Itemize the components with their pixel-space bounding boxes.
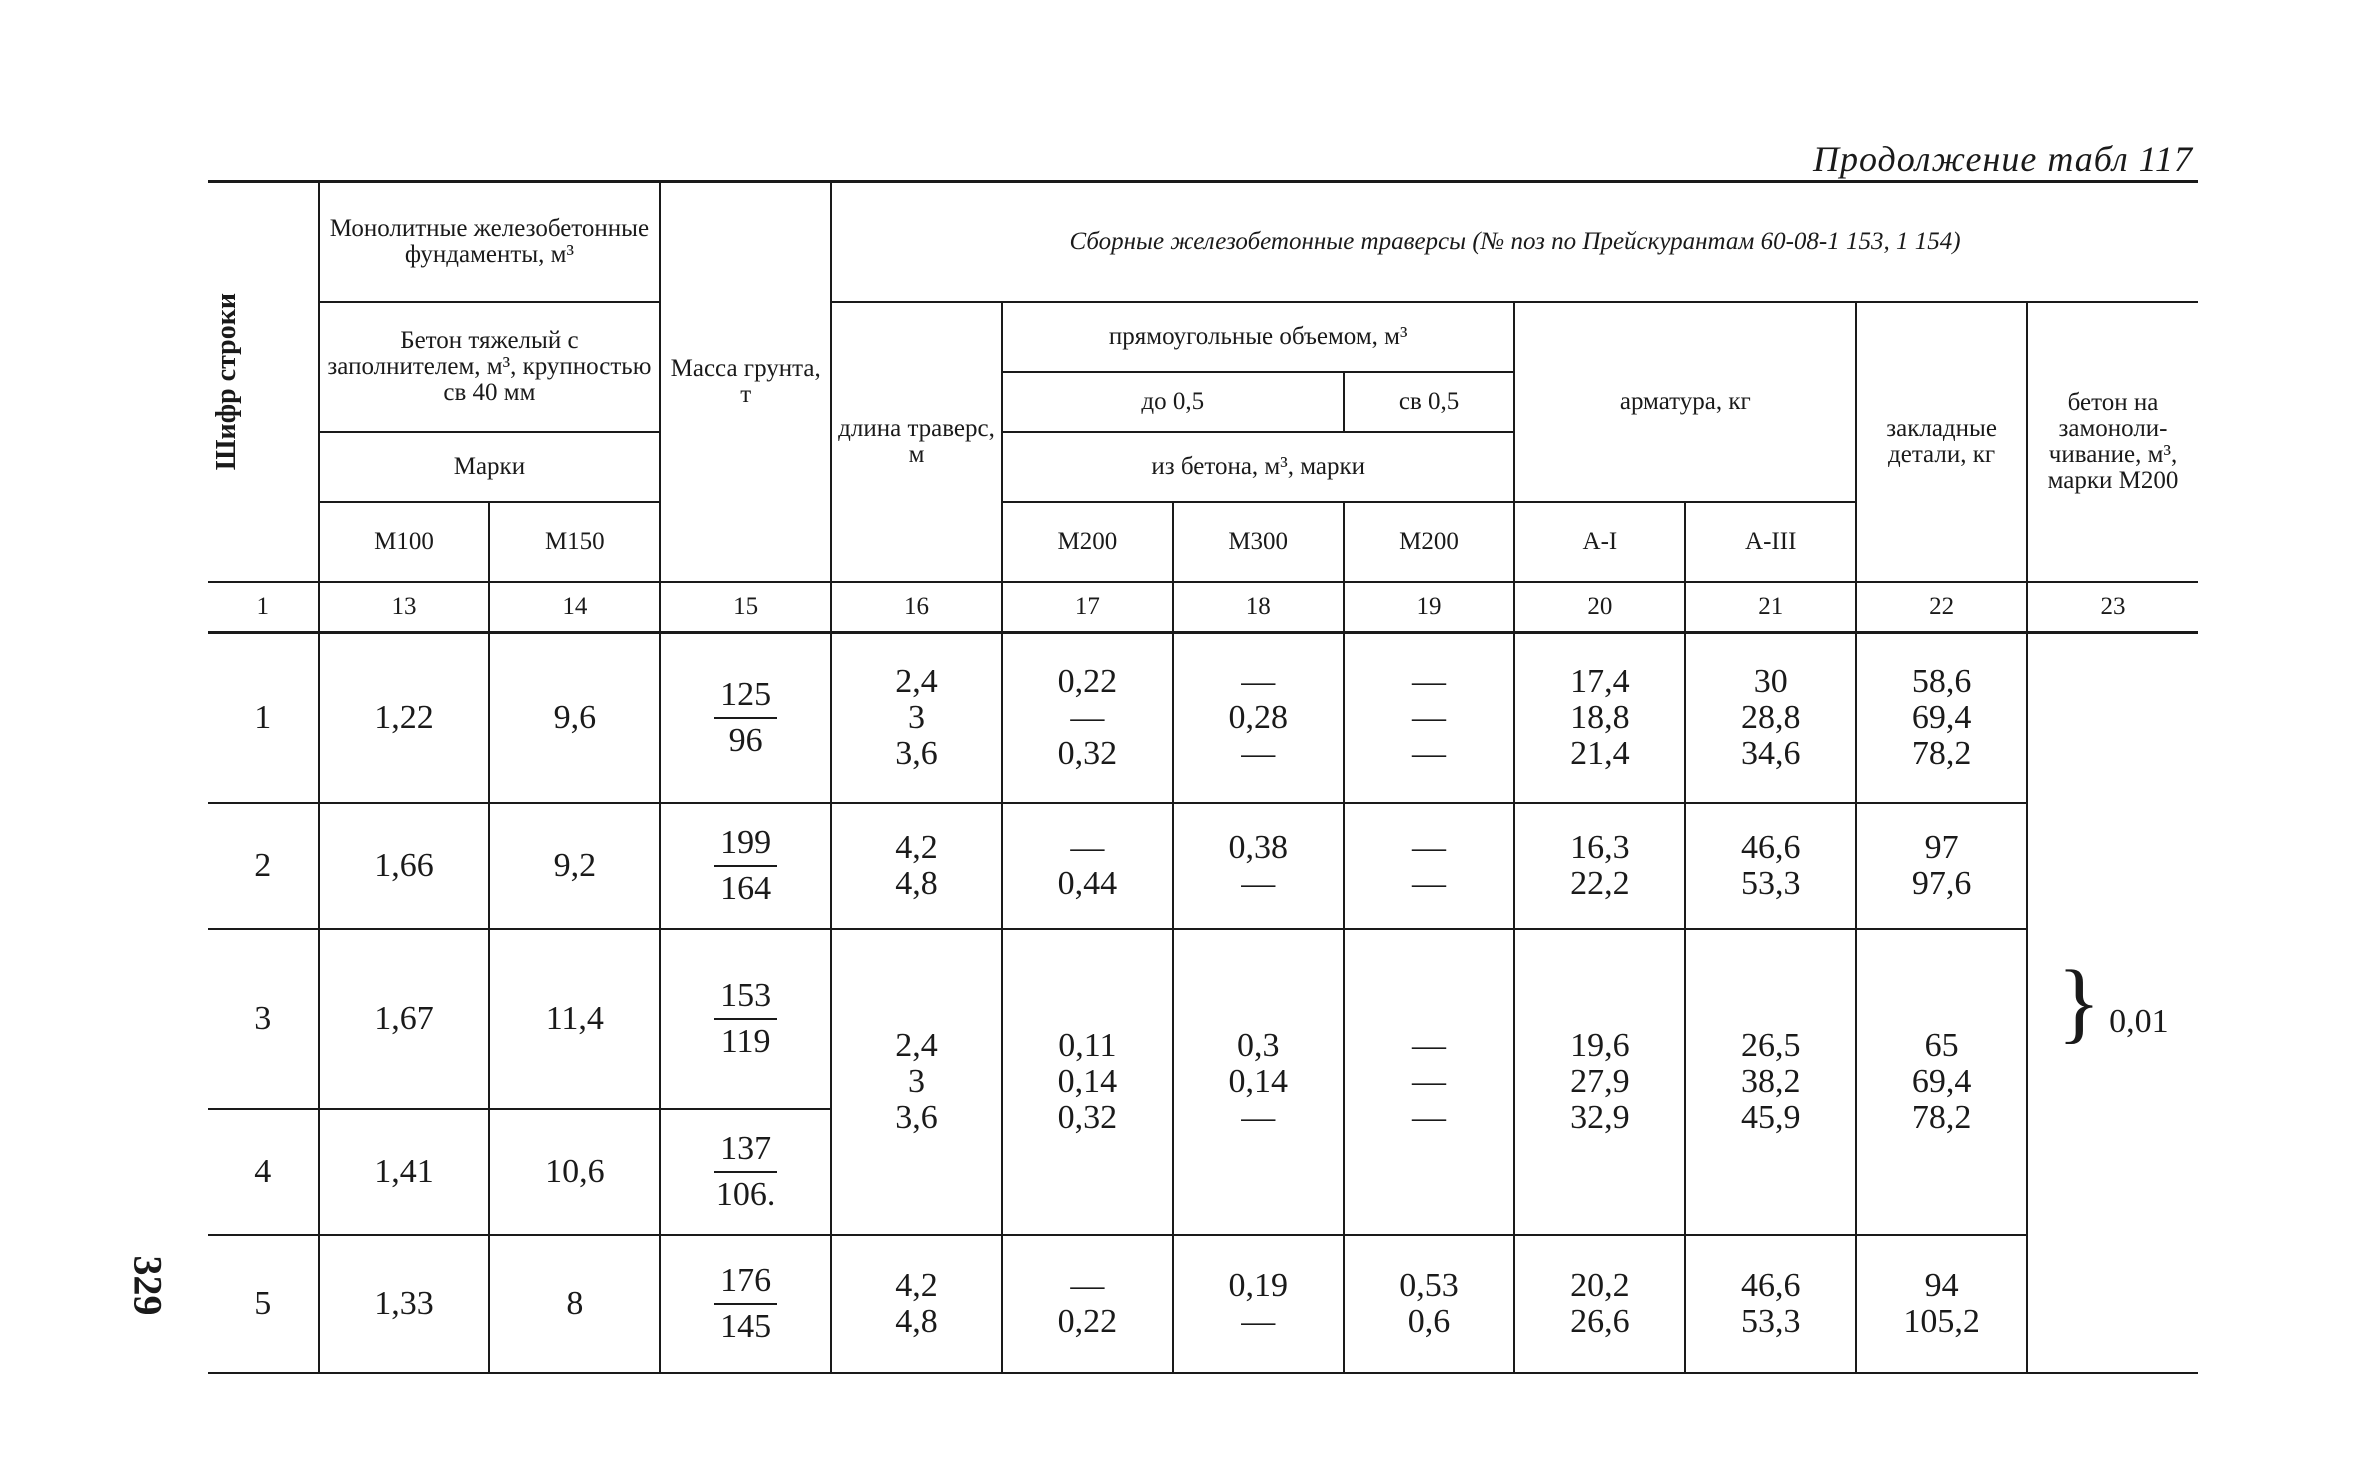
- soil-denominator: 145: [720, 1308, 772, 1345]
- cell-m150: 9,6: [489, 633, 660, 804]
- header-rebar: арматура, кг: [1514, 302, 1856, 502]
- header-grouting: бетон на замоноли-чивание, м³, марки М200: [2027, 302, 2198, 582]
- cell-soil-mass: [660, 929, 831, 1109]
- header-over05: св 0,5: [1344, 372, 1515, 432]
- cell-embedded: 65 69,4 78,2: [1856, 929, 2027, 1235]
- cell-soil-mass: [660, 1235, 831, 1373]
- cell-m200a: 0,11 0,14 0,32: [1002, 929, 1173, 1235]
- cell-length: 2,4 3 3,6: [831, 929, 1002, 1235]
- cell-m200b: — — —: [1344, 633, 1515, 804]
- data-table: [208, 180, 2198, 1374]
- header-embedded: закладные детали, кг: [1856, 302, 2027, 582]
- header-from-concrete: из бетона, м³, марки: [1002, 432, 1515, 502]
- colnum-1: 1: [208, 582, 319, 633]
- cell-m300: 0,38 —: [1173, 803, 1344, 929]
- header-m150: М150: [489, 502, 660, 582]
- column-number-row: [208, 582, 2198, 633]
- cell-a3: 30 28,8 34,6: [1685, 633, 1856, 804]
- table-row: [208, 929, 2198, 1109]
- soil-denominator: 119: [720, 1023, 771, 1060]
- header-monolithic: Монолитные железобетонные фундаменты, м³: [319, 182, 661, 303]
- cell-m100: 1,41: [319, 1109, 490, 1235]
- header-row-code: Шифр строки: [208, 182, 319, 583]
- cell-a1: 19,6 27,9 32,9: [1514, 929, 1685, 1235]
- cell-m200a: 0,22 — 0,32: [1002, 633, 1173, 804]
- cell-m150: 11,4: [489, 929, 660, 1109]
- cell-m200b: — — —: [1344, 929, 1515, 1235]
- cell-m300: 0,19 —: [1173, 1235, 1344, 1373]
- header-concrete-heavy: Бетон тяжелый с заполнителем, м³, крупностью св 40 мм: [319, 302, 661, 432]
- cell-m150: 10,6: [489, 1109, 660, 1235]
- colnum-23: 23: [2027, 582, 2198, 633]
- header-m100: М100: [319, 502, 490, 582]
- cell-a3: 26,5 38,2 45,9: [1685, 929, 1856, 1235]
- cell-m100: 1,22: [319, 633, 490, 804]
- soil-denominator: 106.: [715, 1176, 776, 1213]
- colnum-13: 13: [319, 582, 490, 633]
- cell-a1: 20,2 26,6: [1514, 1235, 1685, 1373]
- colnum-22: 22: [1856, 582, 2027, 633]
- row-code: 1: [208, 633, 319, 804]
- cell-length: 2,4 3 3,6: [831, 633, 1002, 804]
- cell-soil-mass: [660, 803, 831, 929]
- header-grades: Марки: [319, 432, 661, 502]
- colnum-20: 20: [1514, 582, 1685, 633]
- header-a3: А-III: [1685, 502, 1856, 582]
- table-row: [208, 1235, 2198, 1373]
- row-code: 4: [208, 1109, 319, 1235]
- header-m300: М300: [1173, 502, 1344, 582]
- header-upto05: до 0,5: [1002, 372, 1344, 432]
- cell-a3: 46,6 53,3: [1685, 1235, 1856, 1373]
- soil-numerator: 125: [714, 673, 777, 719]
- header-length: длина траверс, м: [831, 302, 1002, 582]
- cell-m100: 1,67: [319, 929, 490, 1109]
- cell-m150: 9,2: [489, 803, 660, 929]
- cell-m150: 8: [489, 1235, 660, 1373]
- header-prefab: Сборные железобетонные траверсы (№ поз по Прейскурантам 60-08-1 153, 1 154): [831, 182, 2198, 303]
- cell-m300: 0,3 0,14 —: [1173, 929, 1344, 1235]
- grouting-value: 0,01: [2109, 1003, 2169, 1040]
- cell-soil-mass: [660, 633, 831, 804]
- cell-a1: 16,3 22,2: [1514, 803, 1685, 929]
- cell-length: 4,2 4,8: [831, 1235, 1002, 1373]
- cell-length: 4,2 4,8: [831, 803, 1002, 929]
- header-soil-mass: Масса грунта, т: [660, 182, 831, 583]
- soil-numerator: 199: [714, 821, 777, 867]
- cell-embedded: 58,6 69,4 78,2: [1856, 633, 2027, 804]
- soil-numerator: 153: [714, 974, 777, 1020]
- cell-m200a: — 0,22: [1002, 1235, 1173, 1373]
- colnum-16: 16: [831, 582, 1002, 633]
- colnum-17: 17: [1002, 582, 1173, 633]
- table-row: [208, 803, 2198, 929]
- colnum-14: 14: [489, 582, 660, 633]
- row-code: 2: [208, 803, 319, 929]
- cell-a1: 17,4 18,8 21,4: [1514, 633, 1685, 804]
- header-m200a: М200: [1002, 502, 1173, 582]
- cell-m200b: — —: [1344, 803, 1515, 929]
- header-a1: А-I: [1514, 502, 1685, 582]
- cell-soil-mass: [660, 1109, 831, 1235]
- cell-m100: 1,33: [319, 1235, 490, 1373]
- header-row-2: [208, 302, 2198, 372]
- soil-numerator: 137: [714, 1127, 777, 1173]
- header-row-1: [208, 182, 2198, 303]
- soil-denominator: 96: [728, 722, 763, 759]
- soil-numerator: 176: [714, 1259, 777, 1305]
- cell-embedded: 97 97,6: [1856, 803, 2027, 929]
- colnum-21: 21: [1685, 582, 1856, 633]
- cell-m200b: 0,53 0,6: [1344, 1235, 1515, 1373]
- cell-grouting: [2027, 633, 2198, 1374]
- colnum-18: 18: [1173, 582, 1344, 633]
- soil-denominator: 164: [720, 870, 772, 907]
- cell-m200a: — 0,44: [1002, 803, 1173, 929]
- page-number: 329: [125, 1255, 171, 1316]
- header-m200b: М200: [1344, 502, 1515, 582]
- header-rectangular: прямоугольные объемом, м³: [1002, 302, 1515, 372]
- brace-symbol: }: [2057, 953, 2101, 1052]
- table-caption: Продолжение табл 117: [1812, 139, 2193, 179]
- cell-m100: 1,66: [319, 803, 490, 929]
- cell-embedded: 94 105,2: [1856, 1235, 2027, 1373]
- table-row: [208, 633, 2198, 804]
- cell-a3: 46,6 53,3: [1685, 803, 1856, 929]
- row-code: 3: [208, 929, 319, 1109]
- row-code: 5: [208, 1235, 319, 1373]
- colnum-19: 19: [1344, 582, 1515, 633]
- colnum-15: 15: [660, 582, 831, 633]
- cell-m300: — 0,28 —: [1173, 633, 1344, 804]
